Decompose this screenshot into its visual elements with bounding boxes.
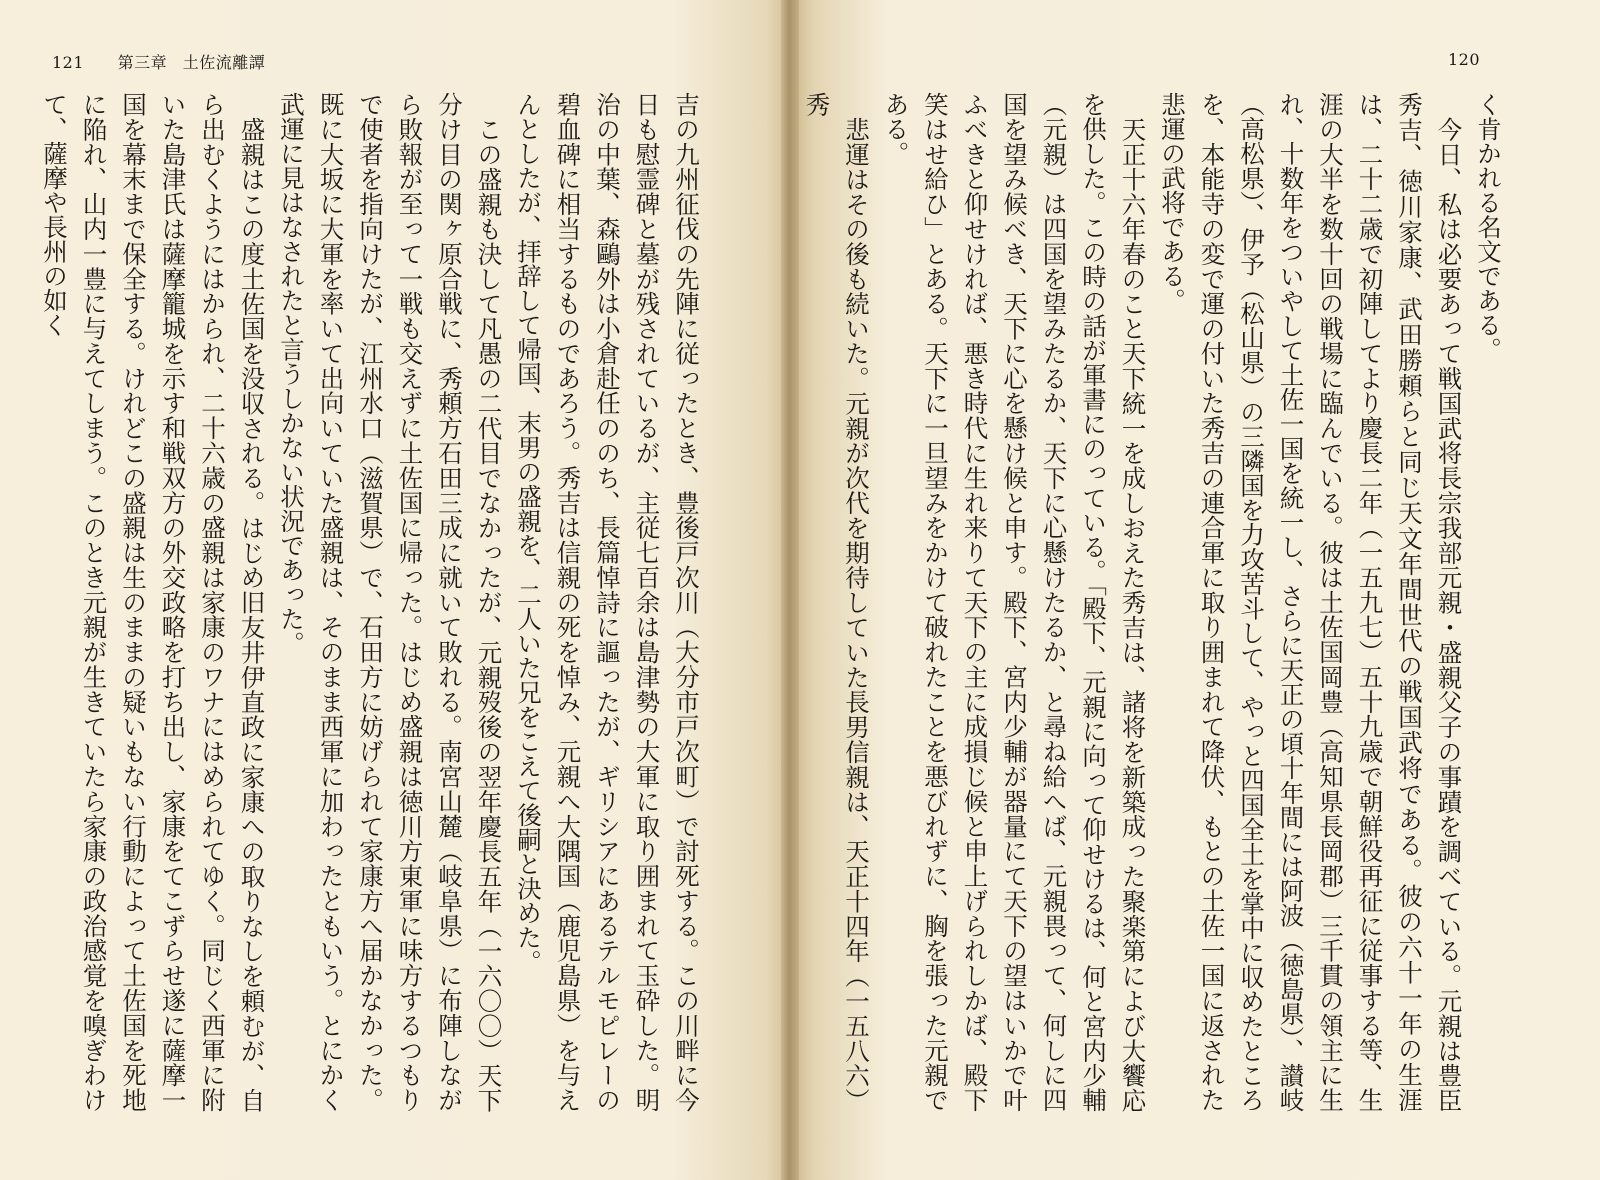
page-number-right: 120 — [1447, 50, 1480, 69]
chapter-label: 第三章 — [117, 53, 168, 72]
paragraph: 今日、私は必要あって戦国武将長宗我部元親・盛親父子の事蹟を調べている。元親は豊臣秀吉、徳川家康、武田勝頼らと同じ天文年間世代の戦国武将である。彼の六十一年の生涯は、二十二歳で初陣してより慶長二年（一五九七）五十九歳で朝鮮役再征に従事する等、生涯の大半を数十回の戦場に臨んでいる。彼は土佐国岡豊（高知県長岡郡）三千貫の領主に生れ、十数年をついやして土佐一国を統一し、さらに天正の頃十年間には阿波（徳島県）、讃岐（高松県）、伊予（松山県）の三隣国を力攻苦斗して、やっと四国全土を掌中に収めたところを、本能寺の変で運の付いた秀吉の連合軍に取り囲まれて降伏、もとの土佐一国に返された悲運の武将である。 — [1158, 92, 1464, 1113]
left-page-body — [40, 92, 706, 1113]
paragraph: 天正十六年春のこと天下統一を成しおえた秀吉は、諸将を新築成った聚楽第によび大饗応を供した。この時の話が軍書にのっている。「殿下、元親に向って仰せけるは、何と宮内少輔（元親）は四国を望みたるか、天下に心懸けたるか、と尋ね給へば、元親畏って、何しに四国を望み候べき、天下に心を懸け候と申す。殿下、宮内少輔が器量にて天下の望はいかで叶ふべきと仰せければ、悪き時代に生れ来りて天下の主に成損じ候と申上げられしかば、殿下笑はせ給ひ」とある。天下に一旦望みをかけて破れたことを悪びれずに、胸を張った元親である。 — [881, 92, 1148, 1113]
paragraph: 盛親はこの度土佐国を没収される。はじめ旧友井伊直政に家康への取りなしを頼むが、自ら出むくようにはかられ、二十六歳の盛親は家康のワナにはめられてゆく。同じく西軍に附いた島津氏は薩摩籠城を示す和戦双方の外交政略を打ち出し、家康をてこずらせ遂に薩摩一国を幕末まで保全する。けれどこの盛親は生のままの疑いもない行動によって土佐国を死地に陥れ、山内一豊に与えてしまう。このとき元親が生きていたら家康の政治感覚を嗅ぎわけて、薩摩や長州の如く — [40, 92, 267, 1113]
right-page-header — [1448, 50, 1480, 69]
left-page-header — [52, 50, 265, 73]
paragraph: 悲運はその後も続いた。元親が次代を期待していた長男信親は、天正十四年（一五八六）秀 — [802, 92, 871, 1112]
chapter-title: 土佐流離譚 — [182, 53, 266, 72]
paragraph: く肯かれる名文である。 — [1474, 92, 1503, 362]
paragraph: この盛親も決して凡愚の二代目でなかったが、元親歿後の翌年慶長五年（一六〇〇）天下分け目の関ヶ原合戦に、秀頼方石田三成に就いて敗れる。南宮山麓（岐阜県）に布陣しながら敗報が至って一戦も交えずに土佐国に帰った。はじめ盛親は徳川方東軍に味方するつもりで使者を指向けたが、江州水口（滋賀県）で、石田方に妨げられて家康方へ届かなかった。既に大坂に大軍を率いて出向いていた盛親は、そのまま西軍に加わったともいう。とにかく武運に見はなされたと言うしかない状況であった。 — [277, 92, 504, 1113]
page-number-left: 121 — [52, 53, 85, 72]
right-page-body — [802, 92, 1508, 1113]
left-page — [0, 0, 790, 1180]
paragraph: 吉の九州征伐の先陣に従ったとき、豊後戸次川（大分市戸次町）で討死する。この川畔に今日も慰霊碑と墓が残されているが、主従七百余は島津勢の大軍に取り囲まれて玉砕した。明治の中葉、森鷗外は小倉赴任ののち、長篇悼詩に謳ったが、ギリシアにあるテルモピレーの碧血碑に相当するものであろう。秀吉は信親の死を悼み、元親へ大隅国（鹿児島県）を与えんとしたが、拝辞して帰国、末男の盛親を、二人いた兄をこえて後嗣と決めた。 — [514, 92, 701, 1113]
